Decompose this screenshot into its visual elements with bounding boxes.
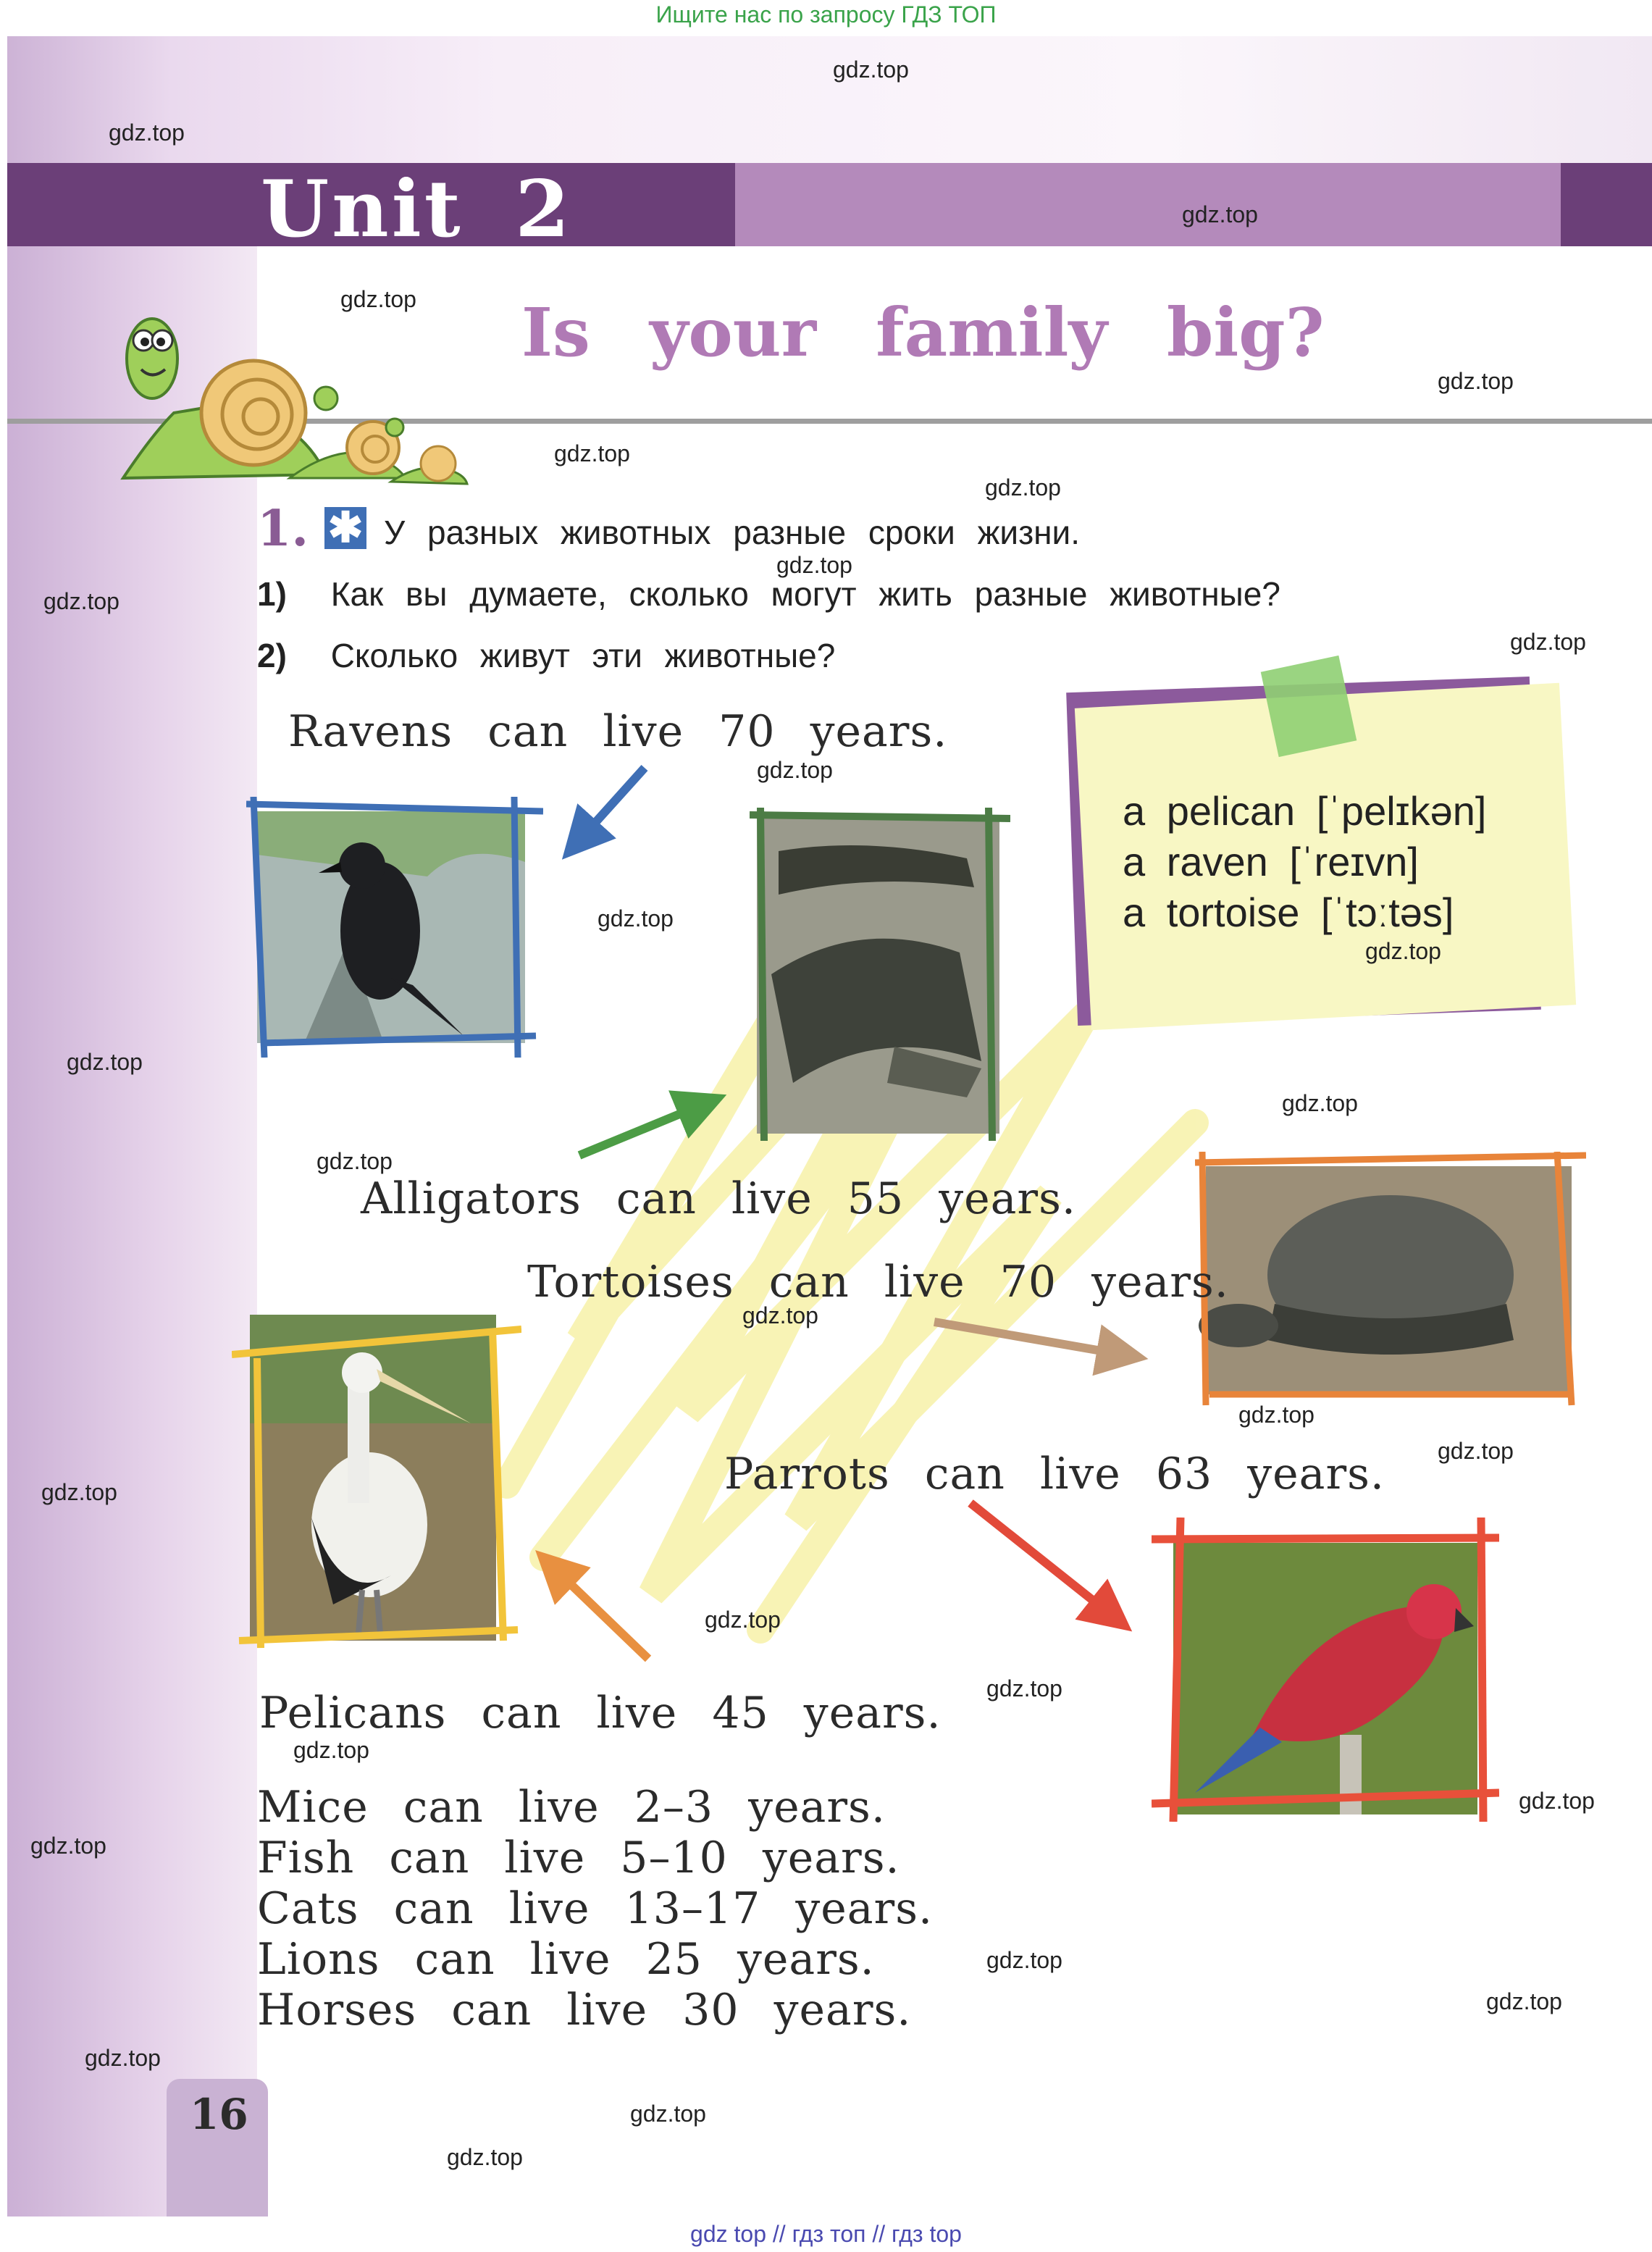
watermark: gdz.top <box>316 1148 393 1174</box>
task-number: 1. <box>257 500 309 558</box>
watermark: gdz.top <box>109 120 185 146</box>
watermark: gdz.top <box>1519 1788 1595 1814</box>
watermark: gdz.top <box>1486 1988 1562 2014</box>
lesson-title: Is your family big? <box>521 293 1325 372</box>
watermark: gdz.top <box>30 1833 106 1859</box>
star-icon: ✱ <box>324 507 366 549</box>
arrow-to-parrot <box>970 1503 1112 1615</box>
arrow-to-pelican <box>554 1568 648 1659</box>
page-number: 16 <box>190 2090 248 2139</box>
watermark: gdz.top <box>67 1049 143 1075</box>
watermark: gdz.top <box>1365 938 1441 964</box>
header-link[interactable]: Ищите нас по запросу ГДЗ ТОП <box>655 1 997 28</box>
question-1-text: Как вы думаете, сколько могут жить разные животные? <box>330 575 1280 613</box>
lifespan-list <box>257 1782 933 2035</box>
footer-links[interactable]: gdz top // гдз топ // гдз top <box>690 2221 962 2247</box>
watermark: gdz.top <box>1182 201 1258 227</box>
sentence-ravens: Ravens can live 70 years. <box>288 706 948 757</box>
task-intro: У разных животных разные сроки жизни. <box>384 514 1081 551</box>
watermark: gdz.top <box>554 440 630 466</box>
watermark: gdz.top <box>742 1302 818 1328</box>
list-item-horses: Horses can live 30 years. <box>257 1985 912 2035</box>
watermark: gdz.top <box>986 1675 1062 1701</box>
arrow-to-tortoise <box>934 1322 1123 1355</box>
sentence-tortoises: Tortoises can live 70 years. <box>527 1257 1229 1307</box>
watermark: gdz.top <box>630 2101 706 2127</box>
watermark: gdz.top <box>986 1947 1062 1973</box>
question-1-number: 1) <box>257 575 287 613</box>
watermark: gdz.top <box>985 474 1061 501</box>
watermark: gdz.top <box>447 2144 523 2170</box>
vocab-tortoise: a tortoise [ˈtɔːtəs] <box>1123 890 1454 935</box>
watermark: gdz.top <box>293 1737 369 1763</box>
sentence-pelicans: Pelicans can live 45 years. <box>259 1688 942 1738</box>
watermark: gdz.top <box>1438 1438 1514 1464</box>
watermark: gdz.top <box>705 1607 781 1633</box>
watermark: gdz.top <box>1238 1402 1315 1428</box>
watermark: gdz.top <box>598 905 674 932</box>
watermark: gdz.top <box>85 2045 161 2071</box>
unit-title: Unit 2 <box>261 164 573 255</box>
watermark: gdz.top <box>43 588 120 614</box>
watermark: gdz.top <box>41 1479 117 1505</box>
watermark: gdz.top <box>833 56 909 83</box>
list-item-cats: Cats can live 13–17 years. <box>257 1883 934 1934</box>
sentence-parrots: Parrots can live 63 years. <box>724 1449 1385 1499</box>
watermark: gdz.top <box>340 286 416 312</box>
watermark: gdz.top <box>1510 629 1586 655</box>
arrow-to-raven <box>579 768 645 840</box>
vocab-pelican: a pelican [ˈpelɪkən] <box>1123 788 1487 834</box>
watermark: gdz.top <box>1438 368 1514 394</box>
question-2-text: Сколько живут эти животные? <box>330 637 836 674</box>
list-item-mice: Mice can live 2–3 years. <box>257 1782 886 1833</box>
watermark: gdz.top <box>1282 1090 1358 1116</box>
list-item-fish: Fish can live 5–10 years. <box>257 1833 900 1883</box>
vocab-raven: a raven [ˈreɪvn] <box>1123 839 1419 884</box>
list-item-lions: Lions can live 25 years. <box>257 1934 875 1985</box>
arrow-to-alligator <box>579 1105 703 1155</box>
question-2-number: 2) <box>257 637 287 674</box>
watermark: gdz.top <box>776 552 852 578</box>
watermark: gdz.top <box>757 757 833 783</box>
sentence-alligators: Alligators can live 55 years. <box>361 1173 1076 1224</box>
